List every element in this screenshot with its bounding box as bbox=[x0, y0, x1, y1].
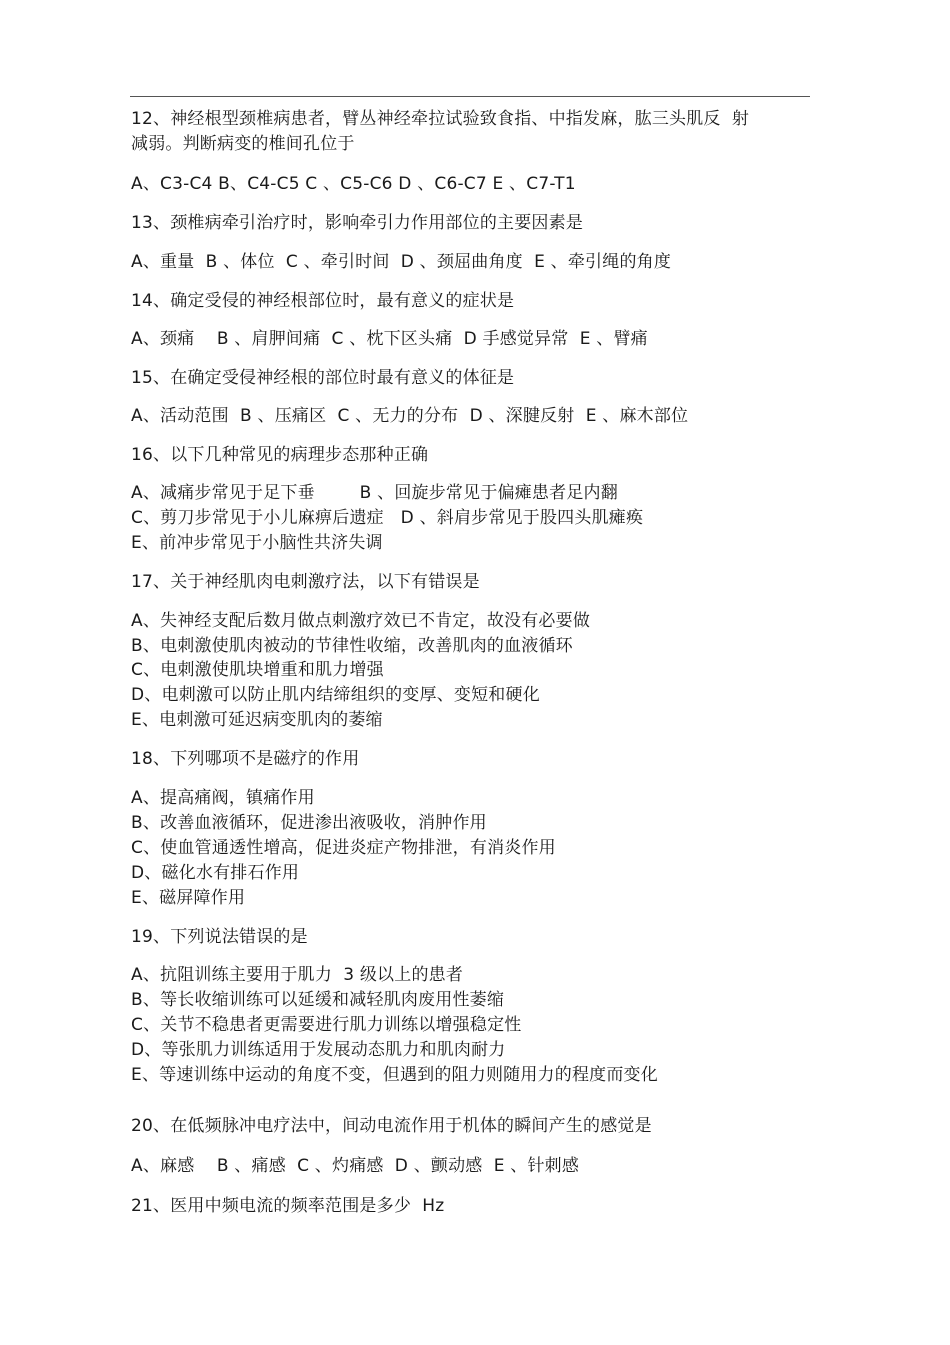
question-16-option-cd: C、剪刀步常见于小儿麻痹后遗症 D 、斜肩步常见于股四头肌瘫痪 bbox=[131, 508, 644, 528]
question-17-option-c: C、电刺激使肌块增重和肌力增强 bbox=[131, 660, 384, 680]
question-19-option-d: D、等张肌力训练适用于发展动态肌力和肌肉耐力 bbox=[131, 1040, 506, 1060]
question-19-option-a: A、抗阻训练主要用于肌力 3 级以上的患者 bbox=[131, 965, 464, 985]
question-19-option-b: B、等长收缩训练可以延缓和减轻肌肉废用性萎缩 bbox=[131, 990, 505, 1010]
question-14-options: A、颈痛 B 、肩胛间痛 C 、枕下区头痛 D 手感觉异常 E 、臂痛 bbox=[131, 329, 648, 349]
question-19-option-c: C、关节不稳患者更需要进行肌力训练以增强稳定性 bbox=[131, 1015, 522, 1035]
top-rule bbox=[130, 96, 810, 97]
question-17-option-d: D、电刺激可以防止肌内结缔组织的变厚、变短和硬化 bbox=[131, 685, 540, 705]
question-20-text: 20、在低频脉冲电疗法中，间动电流作用于机体的瞬间产生的感觉是 bbox=[131, 1116, 652, 1136]
question-12-text: 12、神经根型颈椎病患者，臂丛神经牵拉试验致食指、中指发麻，肱三头肌反 射 bbox=[131, 109, 750, 129]
question-13-options: A、重量 B 、体位 C 、牵引时间 D 、颈屈曲角度 E 、牵引绳的角度 bbox=[131, 252, 672, 272]
question-16-text: 16、以下几种常见的病理步态那种正确 bbox=[131, 445, 429, 465]
question-12-options: A、C3-C4 B、C4-C5 C 、C5-C6 D 、C6-C7 E 、C7-T1 bbox=[131, 174, 576, 194]
question-16-option-e: E、前冲步常见于小脑性共济失调 bbox=[131, 533, 383, 553]
question-21-text: 21、医用中频电流的频率范围是多少 Hz bbox=[131, 1196, 445, 1216]
question-17-text: 17、关于神经肌肉电刺激疗法，以下有错误是 bbox=[131, 572, 480, 592]
question-20-options: A、麻感 B 、痛感 C 、灼痛感 D 、颤动感 E 、针刺感 bbox=[131, 1156, 580, 1176]
question-18-text: 18、下列哪项不是磁疗的作用 bbox=[131, 749, 360, 769]
question-17-option-b: B、电刺激使肌肉被动的节律性收缩，改善肌肉的血液循环 bbox=[131, 636, 573, 656]
question-18-option-b: B、改善血液循环，促进渗出液吸收，消肿作用 bbox=[131, 813, 487, 833]
question-18-option-c: C、使血管通透性增高，促进炎症产物排泄，有消炎作用 bbox=[131, 838, 556, 858]
question-16-option-ab: A、减痛步常见于足下垂 B 、回旋步常见于偏瘫患者足内翻 bbox=[131, 483, 618, 503]
question-12-text-cont: 减弱。判断病变的椎间孔位于 bbox=[131, 134, 355, 154]
question-19-option-e: E、等速训练中运动的角度不变，但遇到的阻力则随用力的程度而变化 bbox=[131, 1065, 658, 1085]
question-18-option-d: D、磁化水有排石作用 bbox=[131, 863, 300, 883]
question-19-text: 19、下列说法错误的是 bbox=[131, 927, 308, 947]
question-15-options: A、活动范围 B 、压痛区 C 、无力的分布 D 、深腱反射 E 、麻木部位 bbox=[131, 406, 689, 426]
question-17-option-e: E、电刺激可延迟病变肌肉的萎缩 bbox=[131, 710, 383, 730]
question-17-option-a: A、失神经支配后数月做点刺激疗效已不肯定，故没有必要做 bbox=[131, 611, 591, 631]
question-13-text: 13、颈椎病牵引治疗时，影响牵引力作用部位的主要因素是 bbox=[131, 213, 584, 233]
question-18-option-a: A、提高痛阀，镇痛作用 bbox=[131, 788, 315, 808]
question-15-text: 15、在确定受侵神经根的部位时最有意义的体征是 bbox=[131, 368, 515, 388]
question-18-option-e: E、磁屏障作用 bbox=[131, 888, 246, 908]
question-14-text: 14、确定受侵的神经根部位时，最有意义的症状是 bbox=[131, 291, 515, 311]
